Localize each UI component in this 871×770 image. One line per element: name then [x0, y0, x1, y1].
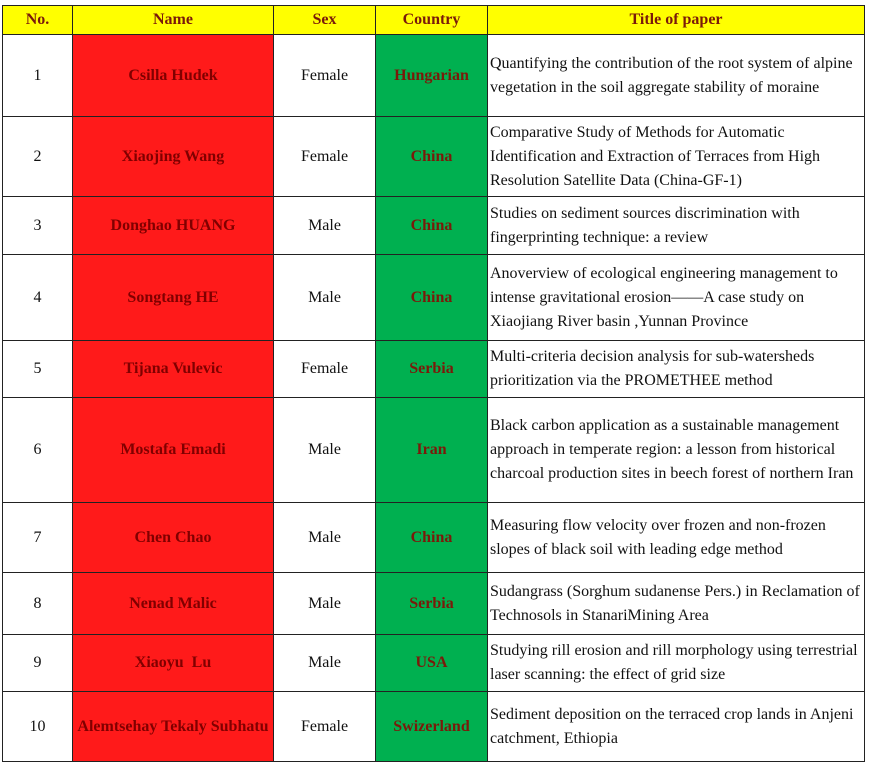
paper-title: Sudangrass (Sorghum sudanense Pers.) in Reclamation of Technosols in StanariMining Area [488, 573, 865, 635]
row-number: 7 [3, 503, 73, 573]
row-number: 4 [3, 255, 73, 341]
author-country: China [376, 503, 488, 573]
author-sex: Male [274, 398, 376, 503]
author-sex: Female [274, 692, 376, 762]
header-sex: Sex [274, 6, 376, 35]
author-sex: Female [274, 341, 376, 398]
table-row [3, 197, 865, 255]
header-row [3, 6, 865, 35]
author-country: China [376, 255, 488, 341]
author-name: Xiaojing Wang [73, 117, 274, 197]
header-name: Name [73, 6, 274, 35]
table-row [3, 635, 865, 692]
author-country: China [376, 117, 488, 197]
papers-table [2, 5, 865, 762]
paper-title: Sediment deposition on the terraced crop lands in Anjeni catchment, Ethiopia [488, 692, 865, 762]
author-name: Nenad Malic [73, 573, 274, 635]
author-country: China [376, 197, 488, 255]
author-country: Serbia [376, 341, 488, 398]
author-name: Xiaoyu Lu [73, 635, 274, 692]
author-sex: Male [274, 255, 376, 341]
author-country: USA [376, 635, 488, 692]
row-number: 8 [3, 573, 73, 635]
author-sex: Male [274, 573, 376, 635]
table-row [3, 692, 865, 762]
paper-title: Multi-criteria decision analysis for sub-watersheds prioritization via the PROMETHEE method [488, 341, 865, 398]
row-number: 3 [3, 197, 73, 255]
author-country: Swizerland [376, 692, 488, 762]
paper-title: Studies on sediment sources discrimination with fingerprinting technique: a review [488, 197, 865, 255]
author-name: Tijana Vulevic [73, 341, 274, 398]
author-name: Mostafa Emadi [73, 398, 274, 503]
table-row [3, 503, 865, 573]
table-row [3, 573, 865, 635]
table-container [2, 5, 865, 762]
table-row [3, 398, 865, 503]
author-name: Chen Chao [73, 503, 274, 573]
table-row [3, 35, 865, 117]
author-country: Serbia [376, 573, 488, 635]
author-name: Songtang HE [73, 255, 274, 341]
table-row [3, 255, 865, 341]
row-number: 6 [3, 398, 73, 503]
author-name: Alemtsehay Tekaly Subhatu [73, 692, 274, 762]
row-number: 2 [3, 117, 73, 197]
paper-title: Comparative Study of Methods for Automatic Identification and Extraction of Terraces from High Resolution Satellite Data (China-GF-1) [488, 117, 865, 197]
table-row [3, 341, 865, 398]
row-number: 1 [3, 35, 73, 117]
row-number: 5 [3, 341, 73, 398]
table-row [3, 117, 865, 197]
paper-title: Measuring flow velocity over frozen and non-frozen slopes of black soil with leading edge method [488, 503, 865, 573]
paper-title: Quantifying the contribution of the root system of alpine vegetation in the soil aggregate stability of moraine [488, 35, 865, 117]
author-sex: Female [274, 35, 376, 117]
paper-title: Anoverview of ecological engineering management to intense gravitational erosion——A case study on Xiaojiang River basin ,Yunnan Province [488, 255, 865, 341]
header-country: Country [376, 6, 488, 35]
row-number: 9 [3, 635, 73, 692]
row-number: 10 [3, 692, 73, 762]
author-country: Iran [376, 398, 488, 503]
author-sex: Male [274, 635, 376, 692]
header-title: Title of paper [488, 6, 865, 35]
header-no: No. [3, 6, 73, 35]
author-sex: Male [274, 197, 376, 255]
author-sex: Male [274, 503, 376, 573]
author-name: Csilla Hudek [73, 35, 274, 117]
paper-title: Black carbon application as a sustainable management approach in temperate region: a lesson from historical charcoal production sites in beech forest of northern Iran [488, 398, 865, 503]
paper-title: Studying rill erosion and rill morphology using terrestrial laser scanning: the effect of grid size [488, 635, 865, 692]
author-name: Donghao HUANG [73, 197, 274, 255]
author-sex: Female [274, 117, 376, 197]
author-country: Hungarian [376, 35, 488, 117]
